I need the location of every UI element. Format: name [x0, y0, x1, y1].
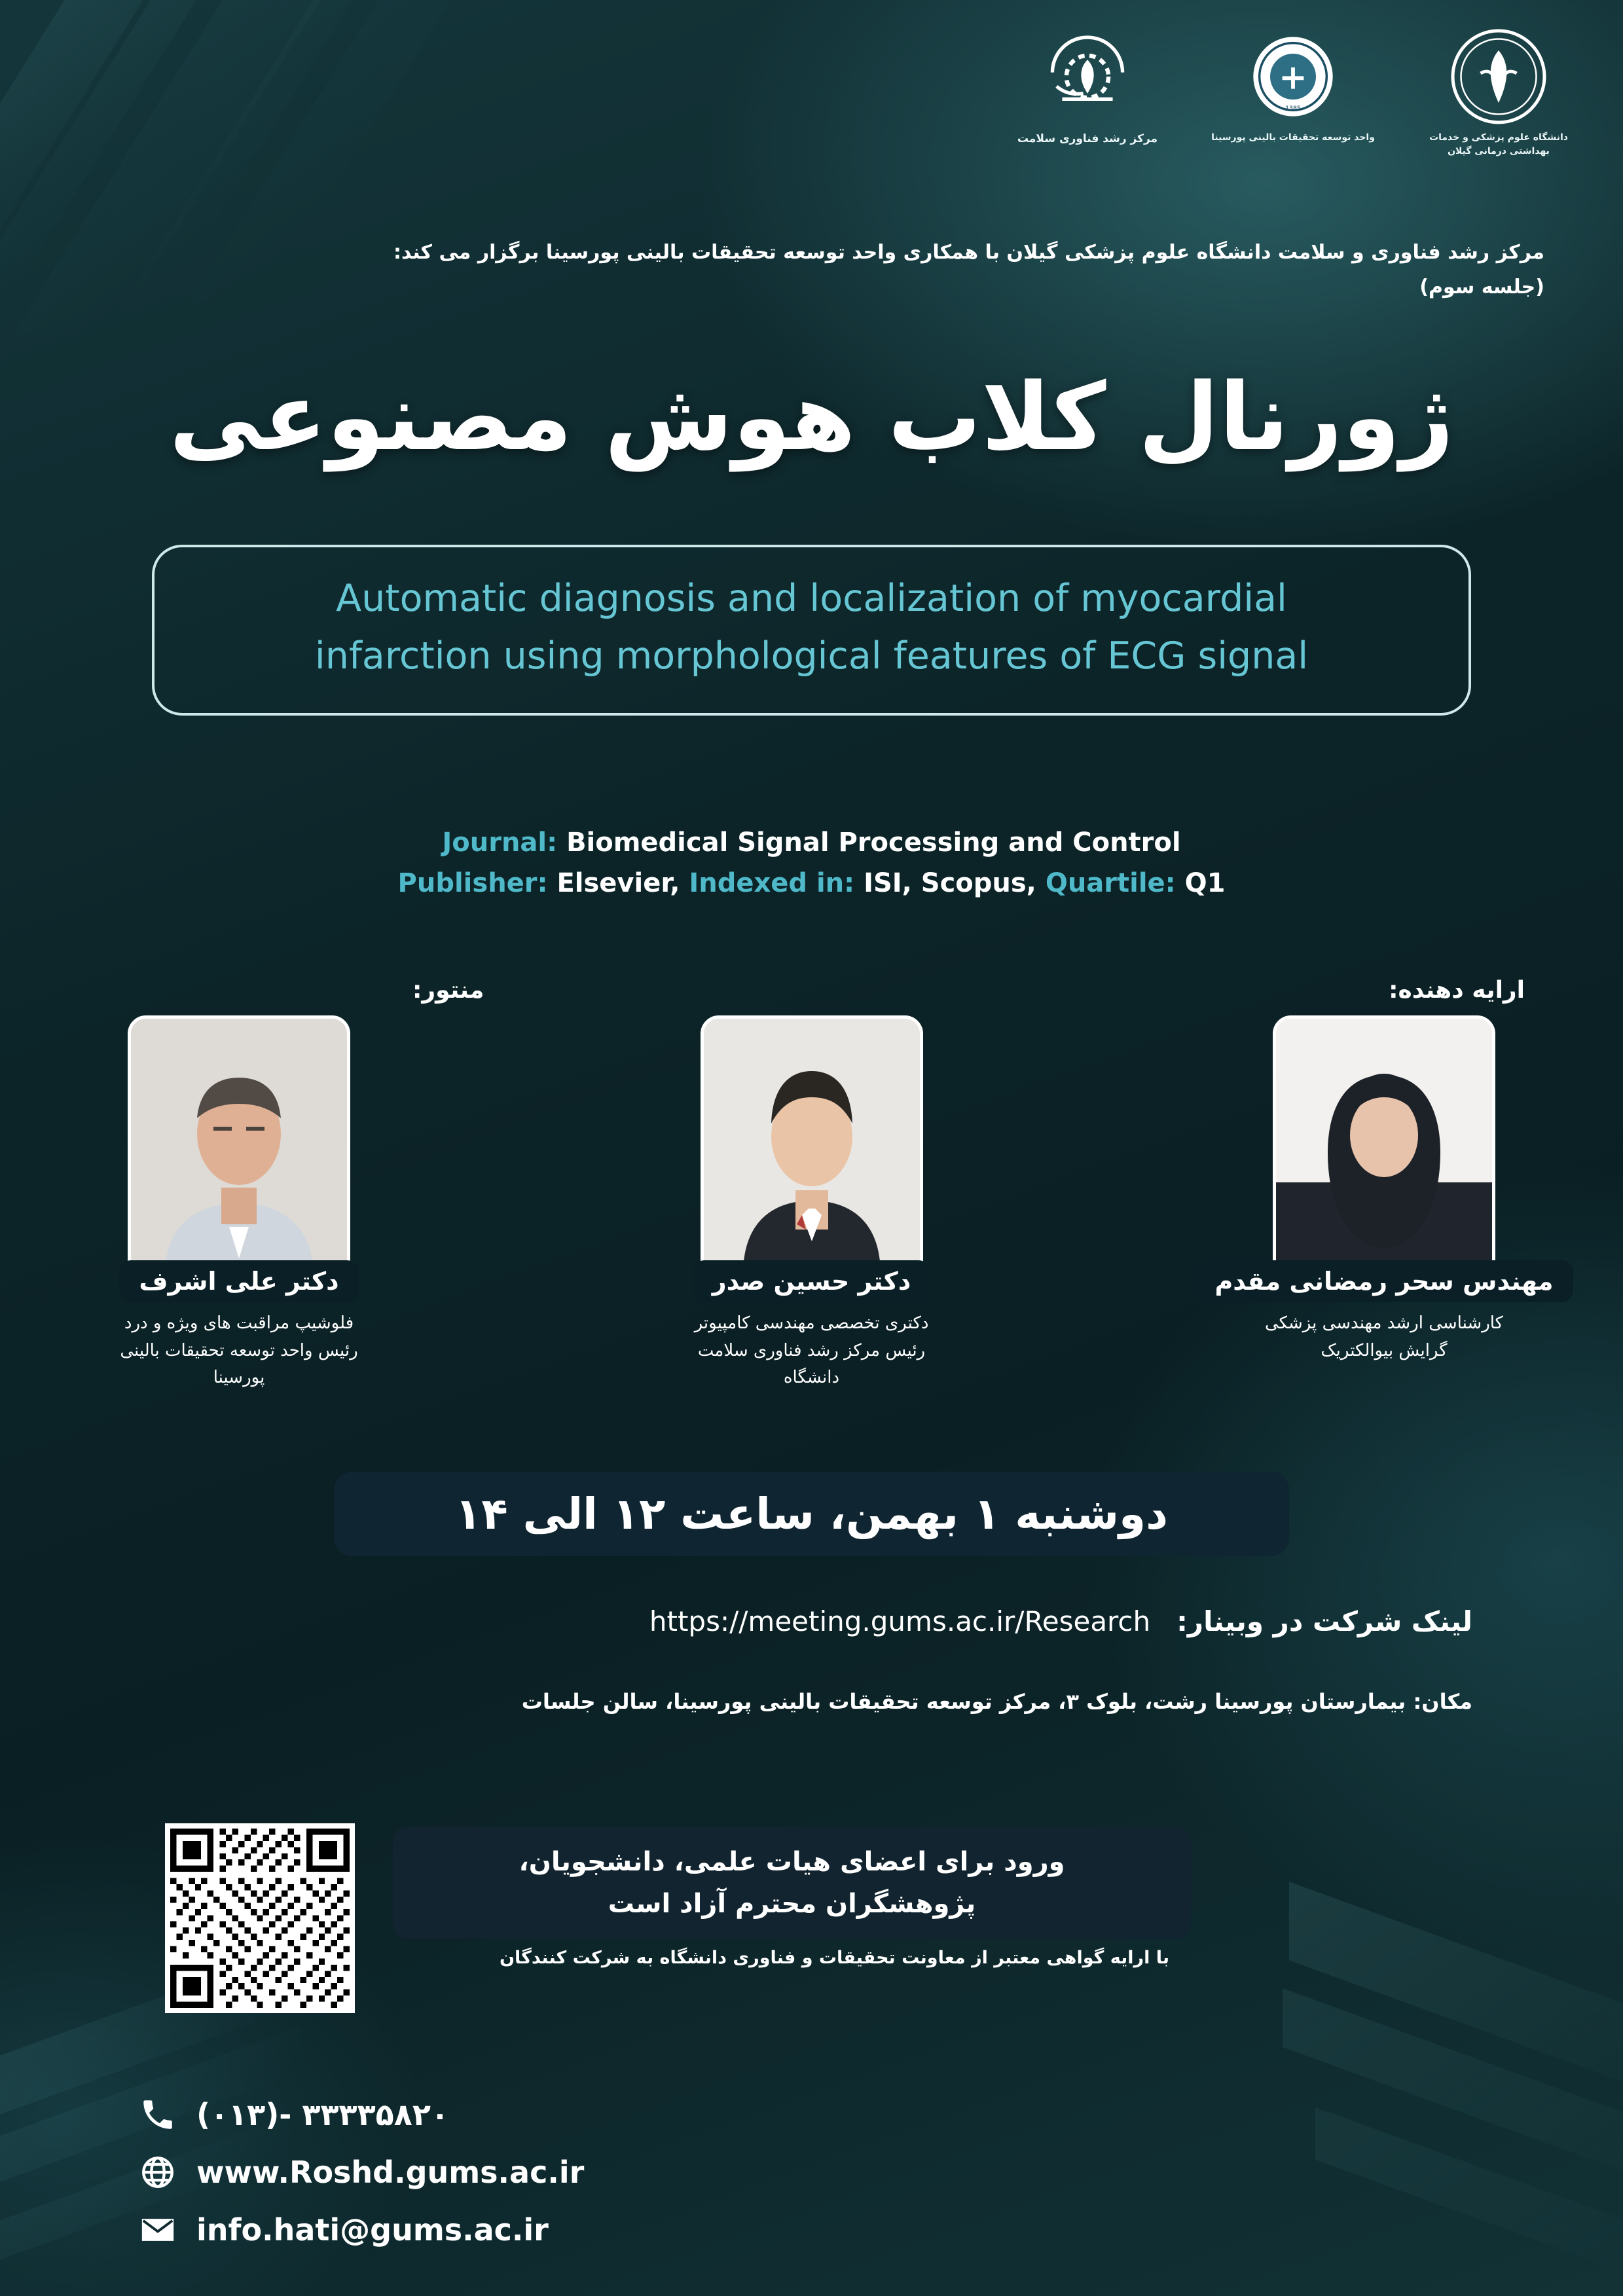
person-name: مهندس سحر رمضانی مقدم: [1195, 1260, 1573, 1302]
publisher-label: Publisher:: [397, 868, 548, 898]
page-title: ژورنال کلاب هوش مصنوعی: [169, 363, 1454, 471]
person-desc: [98, 1310, 380, 1392]
journal-value: Biomedical Signal Processing and Control: [566, 828, 1181, 858]
paper-title-line-1: Automatic diagnosis and localization of myocardial: [336, 577, 1287, 620]
publisher-row: [0, 863, 1623, 903]
person-desc-line-2: رئیس واحد توسعه تحقیقات بالینی پورسینا: [120, 1340, 358, 1388]
qr-code-wrapper: [152, 1820, 368, 2016]
certificate-note: با ارایه گواهی معتبر از معاونت تحقیقات و فناوری دانشگاه به شرکت کنندگان: [499, 1948, 1170, 1968]
contact-website-text[interactable]: www.Roshd.gums.ac.ir: [196, 2155, 585, 2190]
presenter-photo: [1273, 1015, 1495, 1277]
quartile-label: Quartile:: [1045, 868, 1176, 898]
presenter-label: ارایه دهنده:: [1389, 977, 1525, 1004]
person-desc-line-2: گرایش بیوالکتریک: [1321, 1340, 1448, 1360]
person-name: دکتر حسین صدر: [693, 1260, 931, 1302]
people-section: [0, 977, 1623, 1392]
contact-item-email[interactable]: [137, 2210, 584, 2250]
person-desc-line-1: دکتری تخصصی مهندسی کامپیوتر: [694, 1313, 929, 1333]
intro-line-2: (جلسه سوم): [1419, 275, 1544, 299]
contact-item-phone: [137, 2094, 584, 2135]
logo-row: [1002, 27, 1584, 158]
free-entry-line-2: پژوهشگران محترم آزاد است: [608, 1889, 976, 1919]
person-name: دکتر علی اشرف: [119, 1260, 358, 1302]
logo-item: [1413, 27, 1584, 158]
person-card: [1214, 1015, 1554, 1392]
intro-block: [0, 236, 1623, 304]
logo-caption: واحد توسعه تحقیقات بالینی پورسینا: [1211, 132, 1375, 143]
person-desc: [1265, 1310, 1503, 1364]
contact-item-website[interactable]: [137, 2152, 584, 2193]
event-date: دوشنبه ۱ بهمن، ساعت ۱۲ الی ۱۴: [455, 1489, 1168, 1539]
logo-caption: دانشگاه علوم پزشکی و خدمات بهداشتی درمانی گیلان: [1429, 132, 1568, 156]
person-card: [98, 1015, 380, 1392]
logo-item: [1002, 27, 1173, 148]
person-card: [671, 1015, 953, 1392]
venue-text: مکان: بیمارستان پورسینا رشت، بلوک ۳، مرکز توسعه تحقیقات بالینی پورسینا، سالن جلسات: [521, 1689, 1472, 1714]
paper-title-line-2: infarction using morphological features of ECG signal: [314, 634, 1309, 678]
free-entry-box: [393, 1827, 1191, 1939]
poursina-clinical-research-development-unit-logo: [1244, 27, 1342, 126]
qr-code-icon[interactable]: [165, 1823, 355, 2013]
contact-phone-text: (۰۱۳)- ۳۳۳۳۵۸۲۰: [196, 2097, 449, 2132]
logo-caption: مرکز رشد فناوری سلامت: [1017, 132, 1158, 145]
intro-line-1: مرکز رشد فناوری و سلامت دانشگاه علوم پزشکی گیلان با همکاری واحد توسعه تحقیقات بالینی پورسینا برگزار می کند:: [393, 241, 1544, 264]
quartile-value: Q1: [1184, 868, 1226, 898]
phone-icon: [137, 2094, 178, 2135]
paper-title-box: [152, 545, 1471, 716]
svg-text:1385: 1385: [1285, 105, 1301, 113]
mail-icon: [137, 2210, 178, 2250]
contact-list: [137, 2094, 584, 2250]
journal-info: [0, 822, 1623, 903]
publisher-value: Elsevier,: [556, 868, 680, 898]
people-headers: [98, 977, 1525, 1004]
webinar-link-url[interactable]: https://meeting.gums.ac.ir/Research: [649, 1605, 1151, 1637]
health-technology-growth-center-logo: [1038, 27, 1137, 126]
globe-icon: [137, 2152, 178, 2193]
person-desc-line-1: کارشناسی ارشد مهندسی پزشکی: [1264, 1313, 1504, 1333]
mentor-photo-ali-ashraf: [128, 1015, 350, 1277]
webinar-link-label: لینک شرکت در وبینار:: [1176, 1605, 1472, 1637]
person-desc-line-2: رئیس مرکز رشد فناوری سلامت دانشگاه: [697, 1340, 926, 1388]
journal-row: [0, 822, 1623, 863]
journal-label: Journal:: [442, 828, 558, 858]
person-desc-line-1: فلوشیپ مراقبت های ویژه و درد: [124, 1313, 354, 1333]
contact-email-text[interactable]: info.hati@gums.ac.ir: [196, 2212, 549, 2248]
free-entry-line-1: ورود برای اعضای هیات علمی، دانشجویان،: [519, 1847, 1065, 1877]
logo-item: [1208, 27, 1378, 145]
mentor-photo-hossein-sadr: [701, 1015, 923, 1277]
people-cards: [98, 1015, 1554, 1392]
person-desc: [671, 1310, 953, 1392]
indexed-label: Indexed in:: [689, 868, 855, 898]
webinar-link-row: [0, 1605, 1623, 1637]
date-banner: [334, 1472, 1289, 1556]
indexed-value: ISI, Scopus,: [864, 868, 1036, 898]
mentor-label: منتور:: [412, 977, 484, 1004]
guilan-university-of-medical-sciences-logo: [1450, 27, 1548, 126]
